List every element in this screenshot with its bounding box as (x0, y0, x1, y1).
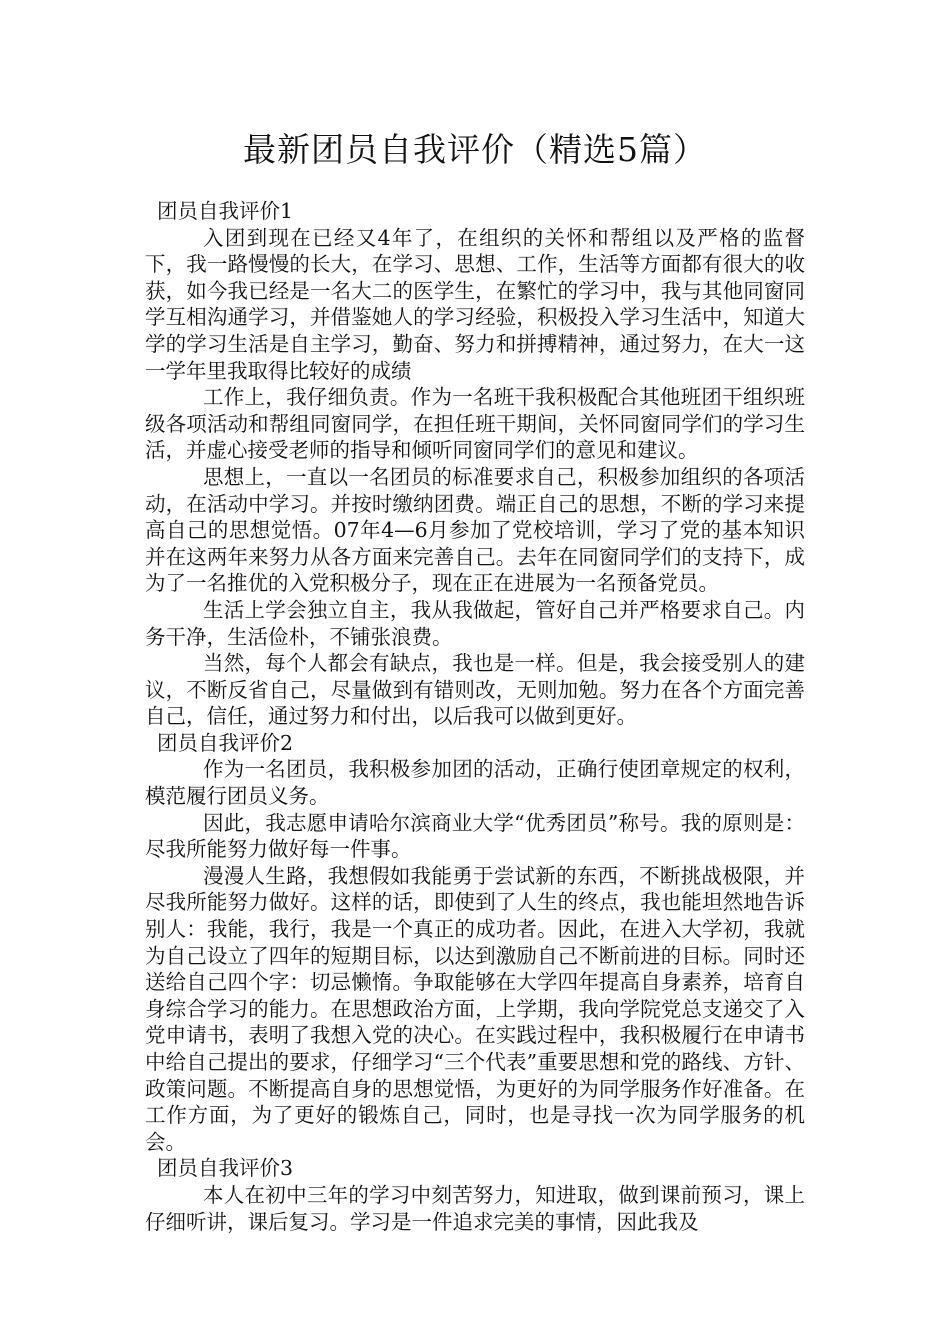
paragraph: 生活上学会独立自主，我从我做起，管好自己并严格要求自己。内务干净，生活俭朴，不铺张浪费。 (145, 597, 805, 649)
paragraph: 工作上，我仔细负责。作为一名班干我积极配合其他班团干组织班级各项活动和帮组同窗同学，在担任班干期间，关怀同窗同学们的学习生活，并虚心接受老师的指导和倾听同窗同学们的意见和建议。 (145, 385, 805, 463)
paragraph: 入团到现在已经又4年了，在组织的关怀和帮组以及严格的监督下，我一路慢慢的长大，在学习、思想、工作，生活等方面都有很大的收获，如今我已经是一名大二的医学生，在繁忙的学习中，我与其他同窗同学互相沟通学习，并借鉴她人的学习经验，积极投入学习生活中，知道大学的学习生活是自主学习，勤奋、努力和拼搏精神，通过努力，在大一这一学年里我取得比较好的成绩 (145, 225, 805, 383)
section-heading: 团员自我评价1 (157, 199, 294, 223)
paragraph: 因此，我志愿申请哈尔滨商业大学“优秀团员”称号。我的原则是：尽我所能努力做好每一件事。 (145, 810, 805, 862)
section-heading: 团员自我评价3 (157, 1156, 294, 1181)
paragraph: 当然，每个人都会有缺点，我也是一样。但是，我会接受别人的建议，不断反省自己，尽量做到有错则改，无则加勉。努力在各个方面完善自己，信任，通过努力和付出，以后我可以做到更好。 (145, 651, 805, 729)
paragraph: 作为一名团员，我积极参加团的活动，正确行使团章规定的权利，模范履行团员义务。 (145, 757, 805, 809)
section-heading: 团员自我评价2 (157, 730, 294, 755)
document-body (145, 198, 805, 1235)
paragraph: 思想上，一直以一名团员的标准要求自己，积极参加组织的各项活动，在活动中学习。并按时缴纳团费。端正自己的思想，不断的学习来提高自己的思想觉悟。07年4—6月参加了党校培训，学习了党的基本知识并在这两年来努力从各方面来完善自己。去年在同窗同学们的支持下，成为了一名推优的入党积极分子，现在正在进展为一名预备党员。 (145, 464, 805, 596)
paragraph: 本人在初中三年的学习中刻苦努力，知进取，做到课前预习，课上仔细听讲，课后复习。学习是一件追求完美的事情，因此我及 (145, 1182, 805, 1234)
paragraph: 漫漫人生路，我想假如我能勇于尝试新的东西，不断挑战极限，并尽我所能努力做好。这样的话，即使到了人生的终点，我也能坦然地告诉别人：我能，我行，我是一个真正的成功者。因此，在进入大学初，我就为自己设立了四年的短期目标，以达到激励自己不断前进的目标。同时还送给自己四个字：切忌懒惰。争取能够在大学四年提高自身素养，培育自身综合学习的能力。在思想政治方面，上学期，我向学院党总支递交了入党申请书，表明了我想入党的决心。在实践过程中，我积极履行在申请书中给自己提出的要求，仔细学习“三个代表”重要思想和党的路线、方针、政策问题。不断提高自身的思想觉悟，为更好的为同学服务作好准备。在工作方面，为了更好的锻炼自己，同时，也是寻找一次为同学服务的机会。 (145, 863, 805, 1154)
page-title: 最新团员自我评价（精选5篇） (243, 130, 707, 169)
